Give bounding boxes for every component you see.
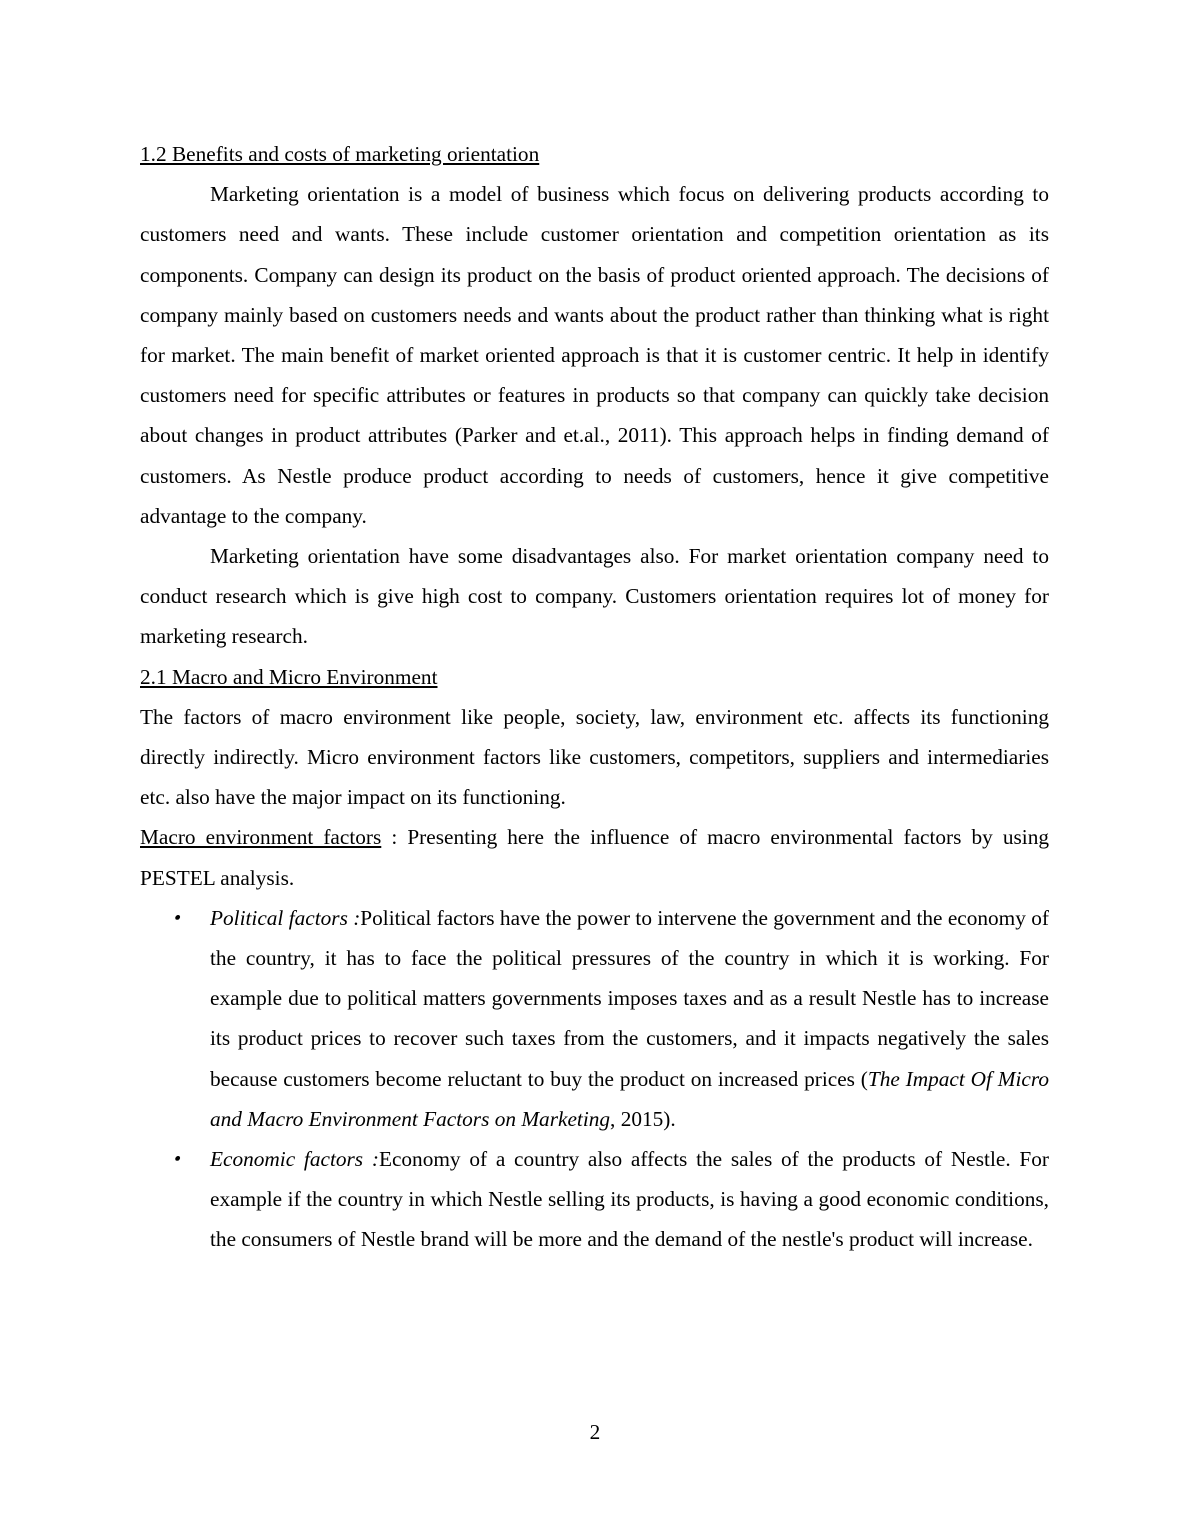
bullet-icon: • [171, 906, 184, 929]
bullet-title-economic: Economic factors : [210, 1147, 379, 1172]
citation-rest: , 2015). [610, 1106, 676, 1131]
paragraph-macro-micro: The factors of macro environment like people, society, law, environment etc. affects its functioning directly indirectly. Micro environment factors like customers, competitors, suppliers and intermediaries etc. also have the major impact on its functioning. [140, 704, 1049, 810]
bullet-text-economic: Economy of a country also affects the sales of the products of Nestle. For example if the country in which Nestle selling its products, is having a good economic conditions, the consumers of Nestle brand will be more and the demand of the nestle's product will increase. [210, 1147, 1049, 1252]
bullet-text-political: Political factors have the power to intervene the government and the economy of the country, it has to face the political pressures of the country in which it is working. For example due to political matters governments imposes taxes and as a result Nestle has to increase its product prices to recover such taxes from the customers, and it impacts negatively the sales because customers become reluctant to buy the product on increased prices ( [210, 905, 1049, 1091]
macro-factors-label: Macro environment factors [140, 825, 382, 850]
pestel-list [140, 898, 1049, 1260]
macro-factors-text: : Presenting here the influence of macro environmental factors by using PESTEL analysis. [140, 825, 1049, 890]
paragraph-benefits: Marketing orientation is a model of business which focus on delivering products according to customers need and wants. These include customer orientation and competition orientation as its components. Company can design its product on the basis of product oriented approach. The decisions of company mainly based on customers needs and wants about the product rather than thinking what is right for market. The main benefit of market oriented approach is that it is customer centric. It help in identify customers need for specific attributes or features in products so that company can quickly take decision about changes in product attributes (Parker and et.al., 2011). This approach helps in finding demand of customers. As Nestle produce product according to needs of customers, hence it give competitive advantage to the company. [140, 182, 1049, 528]
list-item-economic [171, 1139, 1049, 1260]
bullet-icon: • [171, 1148, 184, 1171]
paragraph-disadvantages: Marketing orientation have some disadvantages also. For market orientation company need to conduct research which is give high cost to company. Customers orientation requires lot of money for marketing research. [140, 544, 1049, 649]
bullet-title-political: Political factors : [210, 905, 361, 930]
page-number: 2 [589, 1420, 601, 1444]
citation-title: The Impact Of Micro and Macro Environment Factors on Marketing [210, 1066, 1049, 1131]
list-item-political [171, 898, 1049, 1139]
section-heading-1-2: 1.2 Benefits and costs of marketing orientation [140, 142, 540, 166]
document-page [140, 134, 1049, 1260]
section-heading-2-1: 2.1 Macro and Micro Environment [140, 664, 438, 689]
paragraph-macro-factors [140, 817, 1049, 897]
